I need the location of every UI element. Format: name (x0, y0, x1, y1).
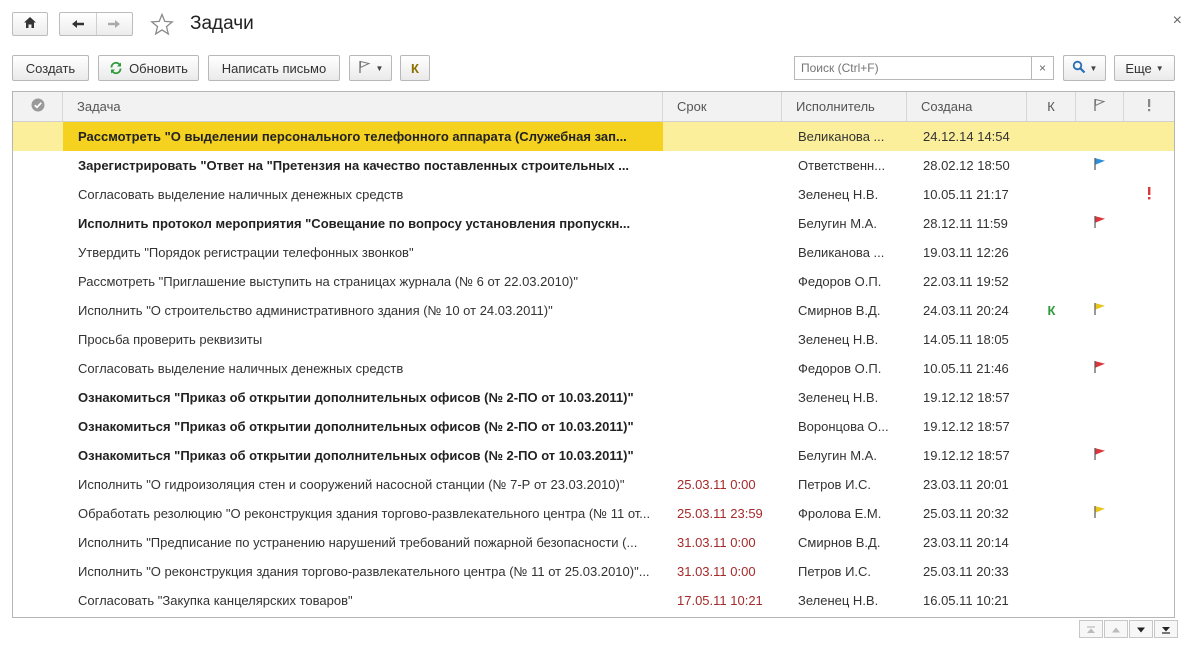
arrow-left-icon (71, 17, 85, 32)
executor-cell: Великанова ... (798, 245, 885, 260)
table-pager (1078, 620, 1178, 638)
importance-cell (1124, 383, 1174, 412)
executor-cell: Смирнов В.Д. (798, 535, 881, 550)
executor-cell: Белугин М.А. (798, 448, 877, 463)
scroll-top-icon (1086, 622, 1096, 637)
k-cell (1027, 441, 1076, 470)
flag-blue-icon (1093, 157, 1107, 174)
flag-cell (1076, 412, 1124, 441)
importance-cell (1124, 238, 1174, 267)
k-cell (1027, 180, 1076, 209)
k-cell (1027, 586, 1076, 615)
k-cell (1027, 238, 1076, 267)
importance-cell (1124, 557, 1174, 586)
created-cell: 10.05.11 21:46 (923, 361, 1009, 376)
table-row[interactable] (13, 557, 1174, 586)
write-letter-button-label: Написать письмо (221, 60, 327, 76)
flag-cell (1076, 296, 1124, 325)
created-cell: 19.03.11 12:26 (923, 245, 1009, 260)
create-button-label: Создать (25, 60, 76, 76)
due-cell: 25.03.11 0:00 (677, 477, 756, 492)
task-cell: Исполнить "Предписание по устранению нарушений требований пожарной безопасности (... (78, 535, 638, 550)
task-cell: Согласовать "Закупка канцелярских товаров" (78, 593, 353, 608)
importance-cell (1124, 180, 1174, 209)
write-letter-button[interactable] (208, 55, 340, 81)
table-row[interactable] (13, 122, 1174, 151)
table-header (13, 92, 1174, 122)
executor-cell: Фролова Е.М. (798, 506, 882, 521)
arrow-up-icon (1111, 622, 1121, 637)
k-cell (1027, 470, 1076, 499)
chevron-down-icon: ▼ (1089, 63, 1098, 73)
created-cell: 16.05.11 10:21 (923, 593, 1009, 608)
due-cell: 31.03.11 0:00 (677, 564, 756, 579)
flag-cell (1076, 354, 1124, 383)
page-title: Задачи (190, 13, 254, 34)
flag-cell (1076, 441, 1124, 470)
flag-yellow-icon (1093, 505, 1107, 522)
search-field[interactable] (794, 56, 1032, 80)
importance-cell (1124, 296, 1174, 325)
flag-cell (1076, 470, 1124, 499)
check-circle-icon (31, 98, 45, 115)
header-task[interactable]: Задача (63, 92, 663, 121)
flag-cell (1076, 267, 1124, 296)
importance-cell (1124, 586, 1174, 615)
task-cell: Обработать резолюцию "О реконструкция здания торгово-развлекательного центра (№ 11 от... (78, 506, 651, 521)
task-cell: Зарегистрировать "Ответ на "Претензия на качество поставленных строительных ... (78, 158, 630, 173)
flag-cell (1076, 557, 1124, 586)
importance-cell (1124, 499, 1174, 528)
search-icon (1072, 60, 1086, 77)
task-cell: Исполнить "О гидроизоляция стен и сооружений насосной станции (№ 7-Р от 23.03.2010)" (78, 477, 625, 492)
executor-cell: Ответственн... (798, 158, 886, 173)
flag-cell (1076, 499, 1124, 528)
back-button[interactable] (60, 13, 96, 35)
due-cell (663, 296, 782, 325)
table-row[interactable] (13, 586, 1174, 615)
table-row[interactable] (13, 441, 1174, 470)
search-clear-button[interactable] (1032, 56, 1054, 80)
task-cell: Ознакомиться "Приказ об открытии дополнительных офисов (№ 2-ПО от 10.03.2011)" (78, 390, 634, 405)
flag-cell (1076, 180, 1124, 209)
flag-cell (1076, 122, 1124, 151)
flag-outline-icon (358, 60, 372, 77)
task-cell: Рассмотреть "Приглашение выступить на страницах журнала (№ 6 от 22.03.2010)" (78, 274, 578, 289)
k-cell (1027, 383, 1076, 412)
executor-cell: Федоров О.П. (798, 274, 882, 289)
due-cell (663, 180, 782, 209)
importance-cell (1124, 412, 1174, 441)
flag-cell (1076, 528, 1124, 557)
importance-cell (1124, 470, 1174, 499)
due-cell (663, 267, 782, 296)
k-cell (1027, 354, 1076, 383)
flag-dropdown-button[interactable] (349, 55, 392, 81)
due-cell (663, 354, 782, 383)
arrow-down-icon (1136, 622, 1146, 637)
task-cell: Исполнить "О строительство административного здания (№ 10 от 24.03.2011)" (78, 303, 553, 318)
created-cell: 19.12.12 18:57 (923, 419, 1010, 434)
refresh-button-label: Обновить (129, 60, 188, 76)
k-cell (1027, 528, 1076, 557)
flag-red-icon (1093, 360, 1107, 377)
home-icon (23, 16, 37, 32)
importance-cell (1124, 354, 1174, 383)
executor-cell: Петров И.С. (798, 477, 872, 492)
due-cell (663, 383, 782, 412)
due-cell: 31.03.11 0:00 (677, 535, 756, 550)
importance-cell (1124, 209, 1174, 238)
clear-icon: × (1038, 61, 1046, 75)
created-cell: 25.03.11 20:33 (923, 564, 1009, 579)
due-cell (663, 441, 782, 470)
header-executor[interactable]: Исполнитель (782, 92, 907, 121)
window-header (12, 12, 1182, 38)
task-cell: Утвердить "Порядок регистрации телефонных звонков" (78, 245, 414, 260)
k-cell (1027, 267, 1076, 296)
k-cell (1027, 325, 1076, 354)
due-cell: 25.03.11 23:59 (677, 506, 763, 521)
due-cell: 17.05.11 10:21 (677, 593, 763, 608)
importance-cell (1124, 267, 1174, 296)
flag-cell (1076, 209, 1124, 238)
table-row[interactable] (13, 528, 1174, 557)
created-cell: 24.12.14 14:54 (923, 129, 1010, 144)
executor-cell: Петров И.С. (798, 564, 872, 579)
header-due[interactable]: Срок (663, 92, 782, 121)
importance-cell (1124, 325, 1174, 354)
flag-red-icon (1093, 215, 1107, 232)
task-cell: Просьба проверить реквизиты (78, 332, 263, 347)
scroll-up-button[interactable] (1104, 620, 1128, 638)
table-row[interactable] (13, 499, 1174, 528)
executor-cell: Воронцова О... (798, 419, 889, 434)
table-row[interactable] (13, 151, 1174, 180)
home-button[interactable] (12, 12, 48, 36)
table-row[interactable] (13, 180, 1174, 209)
k-cell (1027, 412, 1076, 441)
created-cell: 25.03.11 20:32 (923, 506, 1009, 521)
flag-cell (1076, 325, 1124, 354)
executor-cell: Зеленец Н.В. (798, 390, 879, 405)
k-cell: К (1047, 303, 1056, 318)
k-cell (1027, 557, 1076, 586)
flag-cell (1076, 383, 1124, 412)
refresh-button[interactable] (98, 55, 199, 81)
importance-cell (1124, 528, 1174, 557)
due-cell (663, 412, 782, 441)
created-cell: 28.02.12 18:50 (923, 158, 1010, 173)
k-cell (1027, 499, 1076, 528)
created-cell: 23.03.11 20:14 (923, 535, 1009, 550)
scroll-top-button[interactable] (1079, 620, 1103, 638)
table-row[interactable] (13, 238, 1174, 267)
create-button[interactable] (12, 55, 89, 81)
due-cell (663, 209, 782, 238)
executor-cell: Зеленец Н.В. (798, 593, 879, 608)
created-cell: 19.12.12 18:57 (923, 390, 1010, 405)
created-cell: 19.12.12 18:57 (923, 448, 1010, 463)
k-cell (1027, 151, 1076, 180)
arrow-right-icon (107, 17, 121, 32)
more-button-label: Еще (1125, 60, 1152, 76)
due-cell (663, 122, 782, 151)
task-cell: Согласовать выделение наличных денежных средств (78, 187, 404, 202)
scroll-down-button[interactable] (1129, 620, 1153, 638)
k-button-label: К (411, 60, 419, 76)
k-button[interactable] (400, 55, 430, 81)
importance-cell (1124, 441, 1174, 470)
importance-cell (1124, 151, 1174, 180)
table-row[interactable] (13, 209, 1174, 238)
favorite-star-icon[interactable] (150, 13, 174, 39)
exclamation-icon (1146, 186, 1152, 203)
due-cell (663, 325, 782, 354)
table-row[interactable] (13, 267, 1174, 296)
task-cell: Исполнить "О реконструкция здания торгово-развлекательного центра (№ 11 от 25.03.2010)"... (78, 564, 650, 579)
table-row[interactable] (13, 325, 1174, 354)
refresh-icon (109, 61, 123, 75)
more-button[interactable] (1114, 55, 1175, 81)
tasks-table (12, 91, 1175, 618)
scroll-bottom-button[interactable] (1154, 620, 1178, 638)
chevron-down-icon: ▼ (375, 63, 384, 73)
due-cell (663, 151, 782, 180)
command-bar (12, 55, 1182, 83)
executor-cell: Зеленец Н.В. (798, 332, 879, 347)
header-flag[interactable] (1076, 92, 1124, 121)
flag-red-icon (1093, 447, 1107, 464)
executor-cell: Великанова ... (798, 129, 885, 144)
task-cell: Ознакомиться "Приказ об открытии дополнительных офисов (№ 2-ПО от 10.03.2011)" (78, 419, 634, 434)
executor-cell: Смирнов В.Д. (798, 303, 881, 318)
due-cell (663, 238, 782, 267)
k-cell (1027, 209, 1076, 238)
task-cell: Согласовать выделение наличных денежных средств (78, 361, 404, 376)
created-cell: 28.12.11 11:59 (923, 216, 1008, 231)
header-k[interactable]: К (1027, 92, 1076, 121)
executor-cell: Белугин М.А. (798, 216, 877, 231)
executor-cell: Федоров О.П. (798, 361, 882, 376)
history-nav (59, 12, 133, 36)
k-cell (1027, 122, 1076, 151)
task-cell: Ознакомиться "Приказ об открытии дополнительных офисов (№ 2-ПО от 10.03.2011)" (78, 448, 634, 463)
header-status[interactable] (13, 92, 63, 121)
created-cell: 23.03.11 20:01 (923, 477, 1009, 492)
table-row[interactable] (13, 470, 1174, 499)
header-importance[interactable] (1124, 92, 1174, 121)
search-input[interactable] (799, 60, 1013, 76)
chevron-down-icon: ▼ (1155, 63, 1164, 73)
created-cell: 10.05.11 21:17 (923, 187, 1009, 202)
scroll-bottom-icon (1161, 622, 1171, 637)
table-row[interactable] (13, 412, 1174, 441)
created-cell: 22.03.11 19:52 (923, 274, 1009, 289)
created-cell: 24.03.11 20:24 (923, 303, 1009, 318)
close-icon[interactable]: × (1172, 12, 1182, 29)
exclamation-icon (1146, 98, 1152, 115)
task-cell: Рассмотреть "О выделении персонального телефонного аппарата (Служебная зап... (63, 122, 663, 151)
created-cell: 14.05.11 18:05 (923, 332, 1009, 347)
table-row[interactable] (13, 354, 1174, 383)
header-created[interactable]: Создана (907, 92, 1027, 121)
flag-cell (1076, 586, 1124, 615)
flag-cell (1076, 151, 1124, 180)
table-row[interactable] (13, 296, 1174, 325)
forward-button[interactable] (96, 13, 133, 35)
flag-yellow-icon (1093, 302, 1107, 319)
importance-cell (1124, 122, 1174, 151)
flag-outline-icon (1093, 98, 1107, 115)
flag-cell (1076, 238, 1124, 267)
table-row[interactable] (13, 383, 1174, 412)
executor-cell: Зеленец Н.В. (798, 187, 879, 202)
task-cell: Исполнить протокол мероприятия "Совещание по вопросу установления пропускн... (78, 216, 631, 231)
search-options-button[interactable] (1063, 55, 1106, 81)
